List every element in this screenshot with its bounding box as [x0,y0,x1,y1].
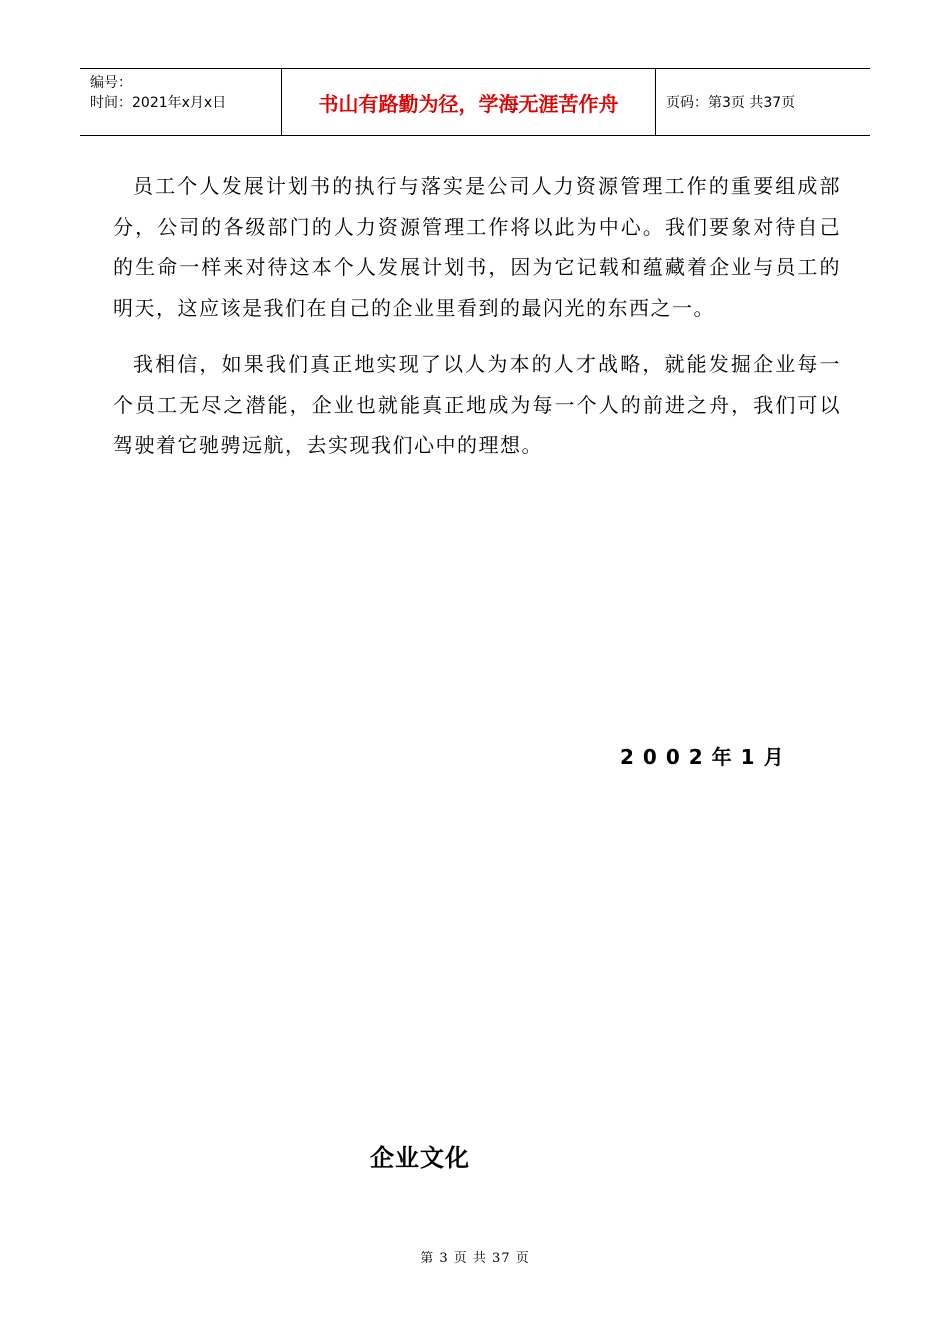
section-title: 企业文化 [370,1144,470,1172]
page-header [80,68,870,136]
page-footer: 第 3 页 共 37 页 [420,1251,530,1266]
header-meta [80,69,282,135]
header-motto: 书山有路勤为径，学海无涯苦作舟 [282,69,656,135]
body-paragraph: 员工个人发展计划书的执行与落实是公司人力资源管理工作的重要组成部分，公司的各级部门的人力资源管理工作将以此为中心。我们要象对待自己的生命一样来对待这本个人发展计划书，因为它记载和蕴藏着企业与员工的明天，这应该是我们在自己的企业里看到的最闪光的东西之一。 [113,174,841,320]
header-page-label: 页码：第3页 共37页 [666,95,796,111]
body-paragraph: 我相信，如果我们真正地实现了以人为本的人才战略，就能发掘企业每一个员工无尽之潜能，企业也就能真正地成为每一个人的前进之舟，我们可以驾驶着它驰骋远航，去实现我们心中的理想。 [113,352,841,457]
header-time-label: 时间：2021年x月x日 [90,95,227,111]
date-signature: 2002年1月 [620,745,793,769]
document-body [113,166,841,482]
header-number-label: 编号： [90,75,132,91]
